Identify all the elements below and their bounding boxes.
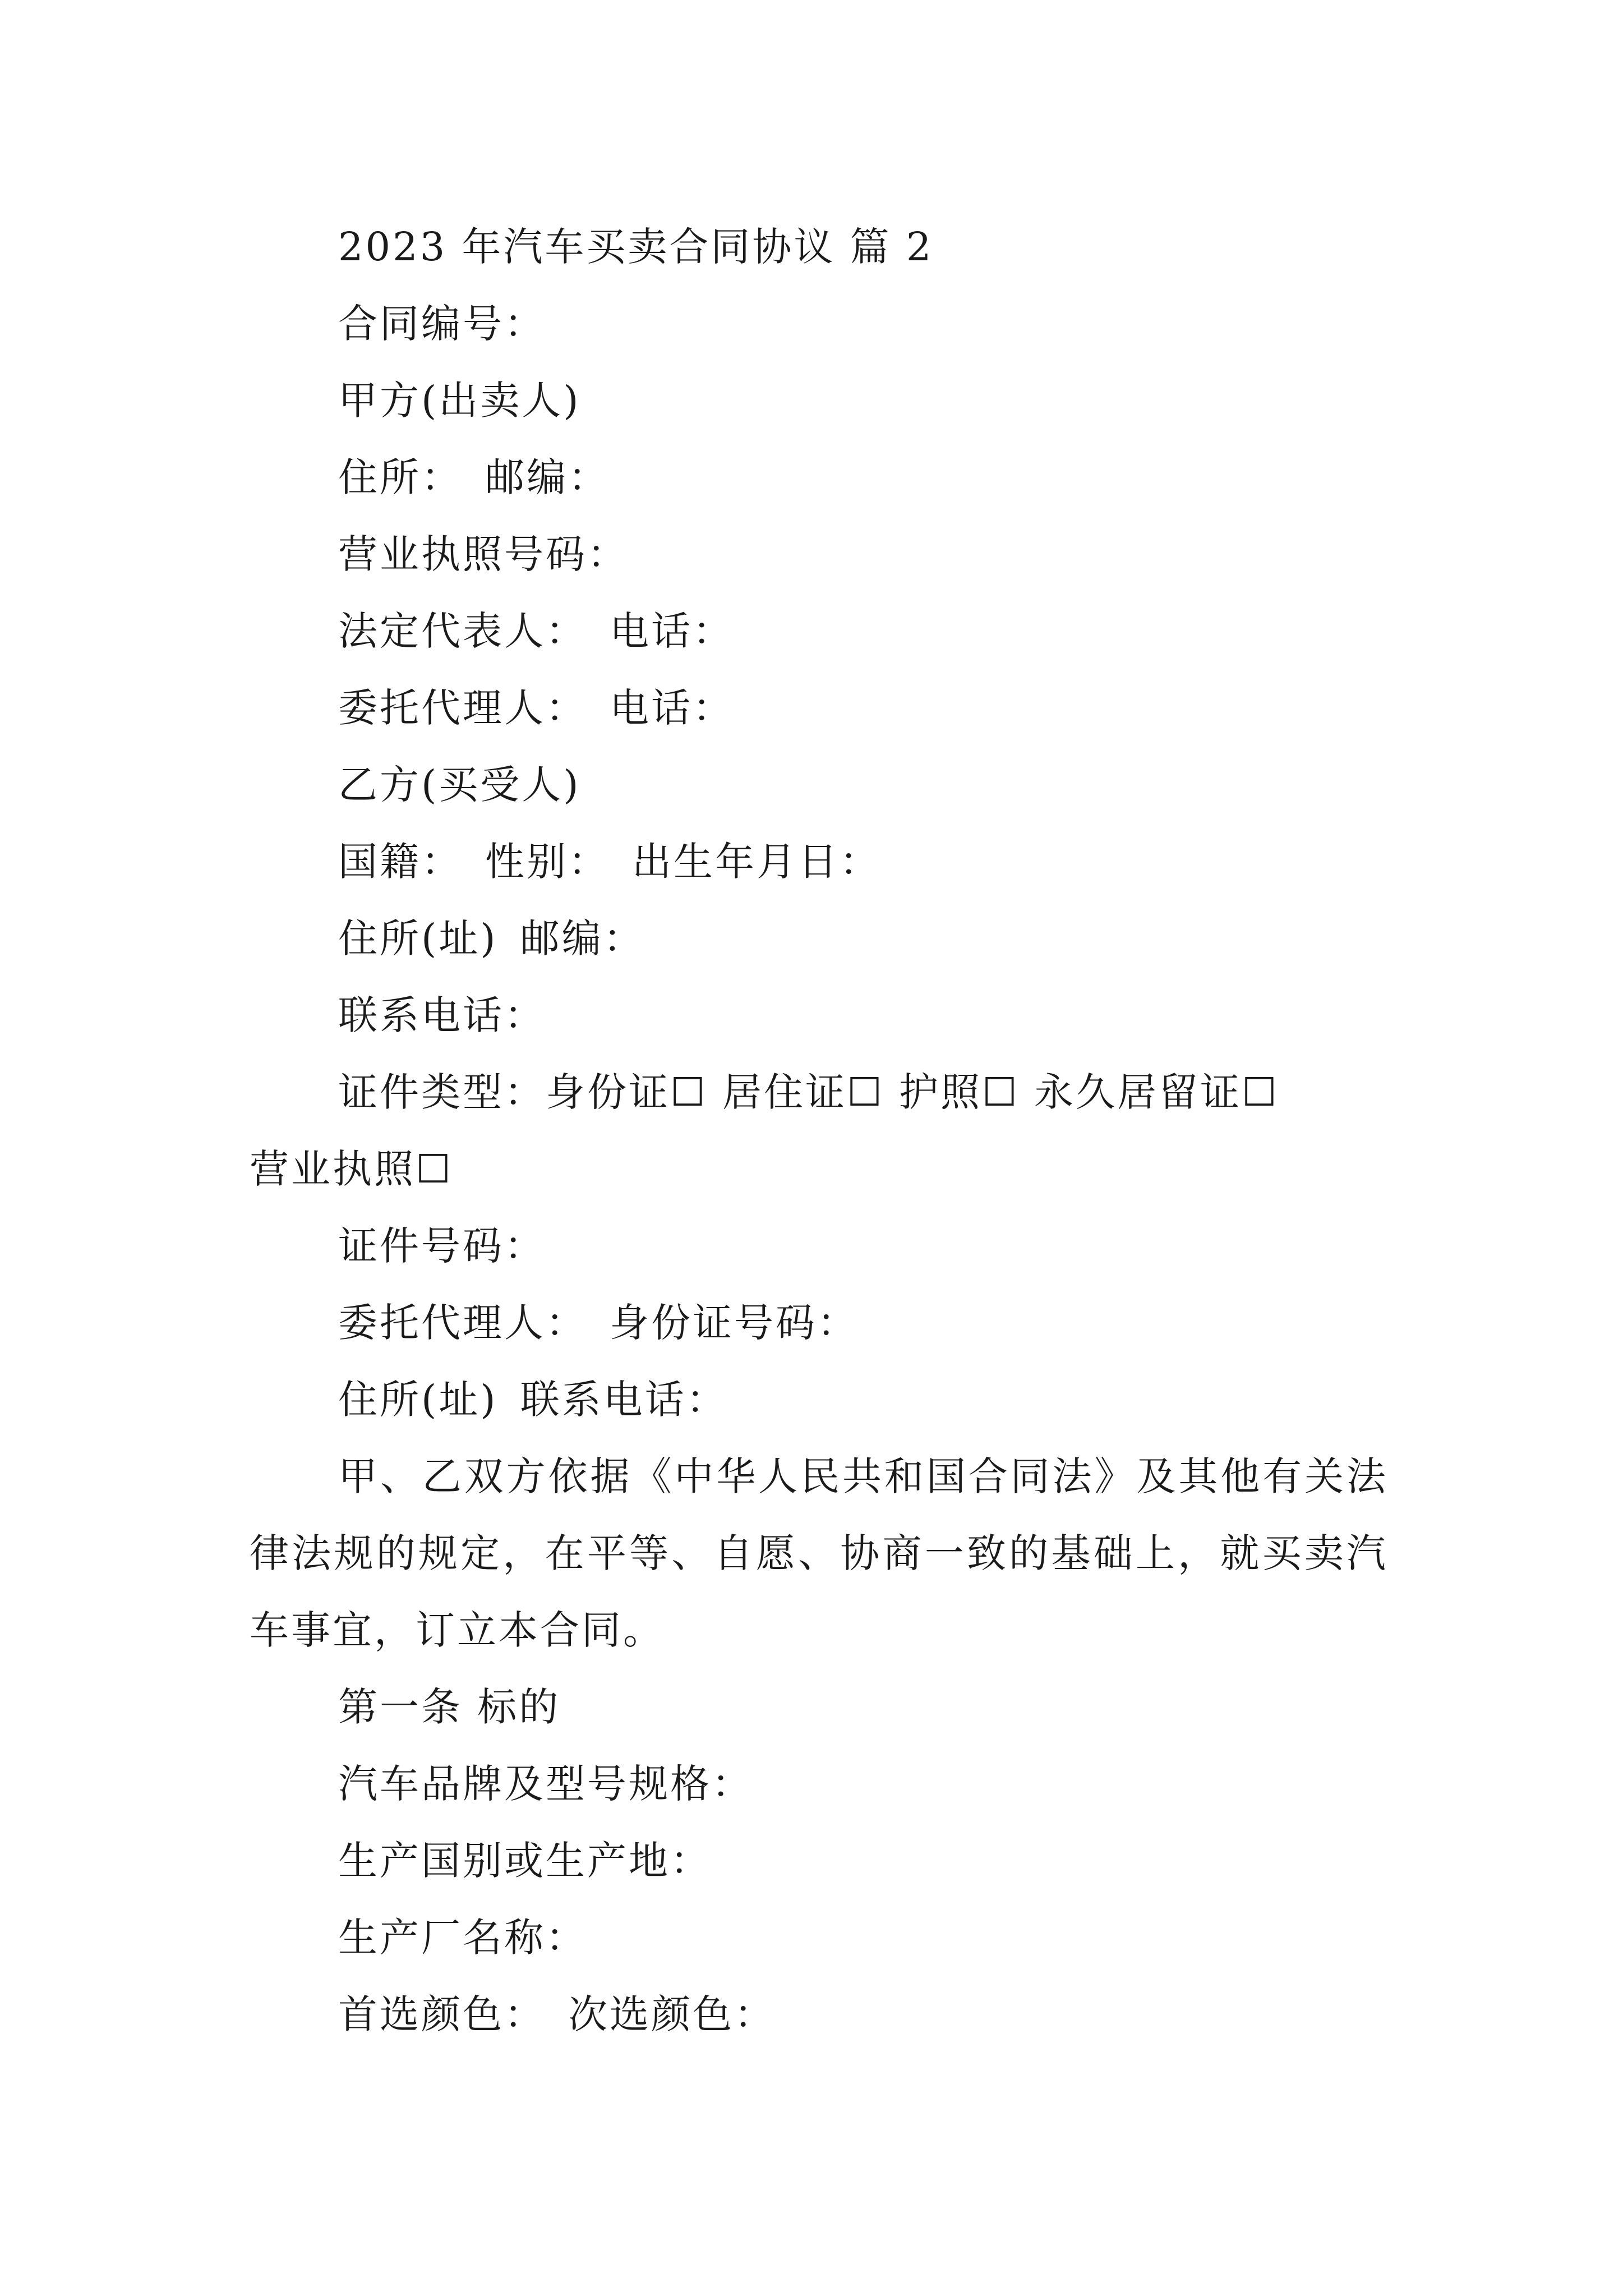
party-b-birth-label: 出生年月日： xyxy=(632,839,881,885)
party-a-agent-row xyxy=(250,670,1388,747)
document-title: 2023 年汽车买卖合同协议 篇 2 xyxy=(338,224,934,270)
party-b-agent-label: 委托代理人： xyxy=(338,1300,587,1346)
party-b-id-number-label: 证件号码： xyxy=(338,1223,546,1269)
party-b-agent-id-label: 身份证号码： xyxy=(610,1300,859,1346)
party-a-legal-rep-row xyxy=(250,593,1388,670)
party-a-agent-label: 委托代理人： xyxy=(338,685,587,731)
party-b-phone-label: 联系电话： xyxy=(338,992,546,1038)
party-b-id-type-line-2: 营业执照☐ xyxy=(250,1146,453,1192)
party-a-heading: 甲方(出卖人) xyxy=(338,378,581,424)
party-b-nationality-label: 国籍： xyxy=(338,839,463,885)
party-a-legal-rep-label: 法定代表人： xyxy=(338,608,587,654)
party-a-address-label: 住所： xyxy=(338,454,463,500)
party-b-postcode-label: 邮编： xyxy=(520,915,645,961)
party-b-heading: 乙方(买受人) xyxy=(338,762,581,808)
party-b-agent-address-label: 住所(址) xyxy=(338,1377,498,1423)
party-a-license-label: 营业执照号码： xyxy=(338,531,629,577)
preamble-paragraph: 甲、乙双方依据《中华人民共和国合同法》及其他有关法律法规的规定，在平等、自愿、协商一致的基础上，就买卖汽车事宜，订立本合同。 xyxy=(250,1453,1388,1653)
party-b-agent-row xyxy=(250,1285,1388,1361)
party-b-id-type-line-1: 证件类型：身份证☐ 居住证☐ 护照☐ 永久居留证☐ xyxy=(338,1069,1279,1115)
party-b-address-label: 住所(址) xyxy=(338,915,498,961)
party-a-agent-phone-label: 电话： xyxy=(610,685,734,731)
party-a-address-row xyxy=(250,439,1388,516)
party-b-agent-phone-label: 联系电话： xyxy=(520,1377,728,1423)
party-b-agent-address-row xyxy=(250,1361,1388,1438)
article-1-heading: 第一条 标的 xyxy=(338,1684,561,1730)
origin-label: 生产国别或生产地： xyxy=(338,1838,712,1884)
party-b-personal-row xyxy=(250,823,1388,900)
party-b-address-row xyxy=(250,900,1388,977)
second-color-label: 次选颜色： xyxy=(568,1991,776,2037)
party-b-gender-label: 性别： xyxy=(485,839,610,885)
manufacturer-label: 生产厂名称： xyxy=(338,1915,587,1961)
party-a-postcode-label: 邮编： xyxy=(485,454,610,500)
document-body xyxy=(250,209,1388,2053)
color-row xyxy=(250,1976,1388,2053)
contract-number-label: 合同编号： xyxy=(338,301,546,347)
car-brand-model-label: 汽车品牌及型号规格： xyxy=(338,1761,753,1807)
first-color-label: 首选颜色： xyxy=(338,1991,546,2037)
party-a-legal-rep-phone-label: 电话： xyxy=(610,608,734,654)
